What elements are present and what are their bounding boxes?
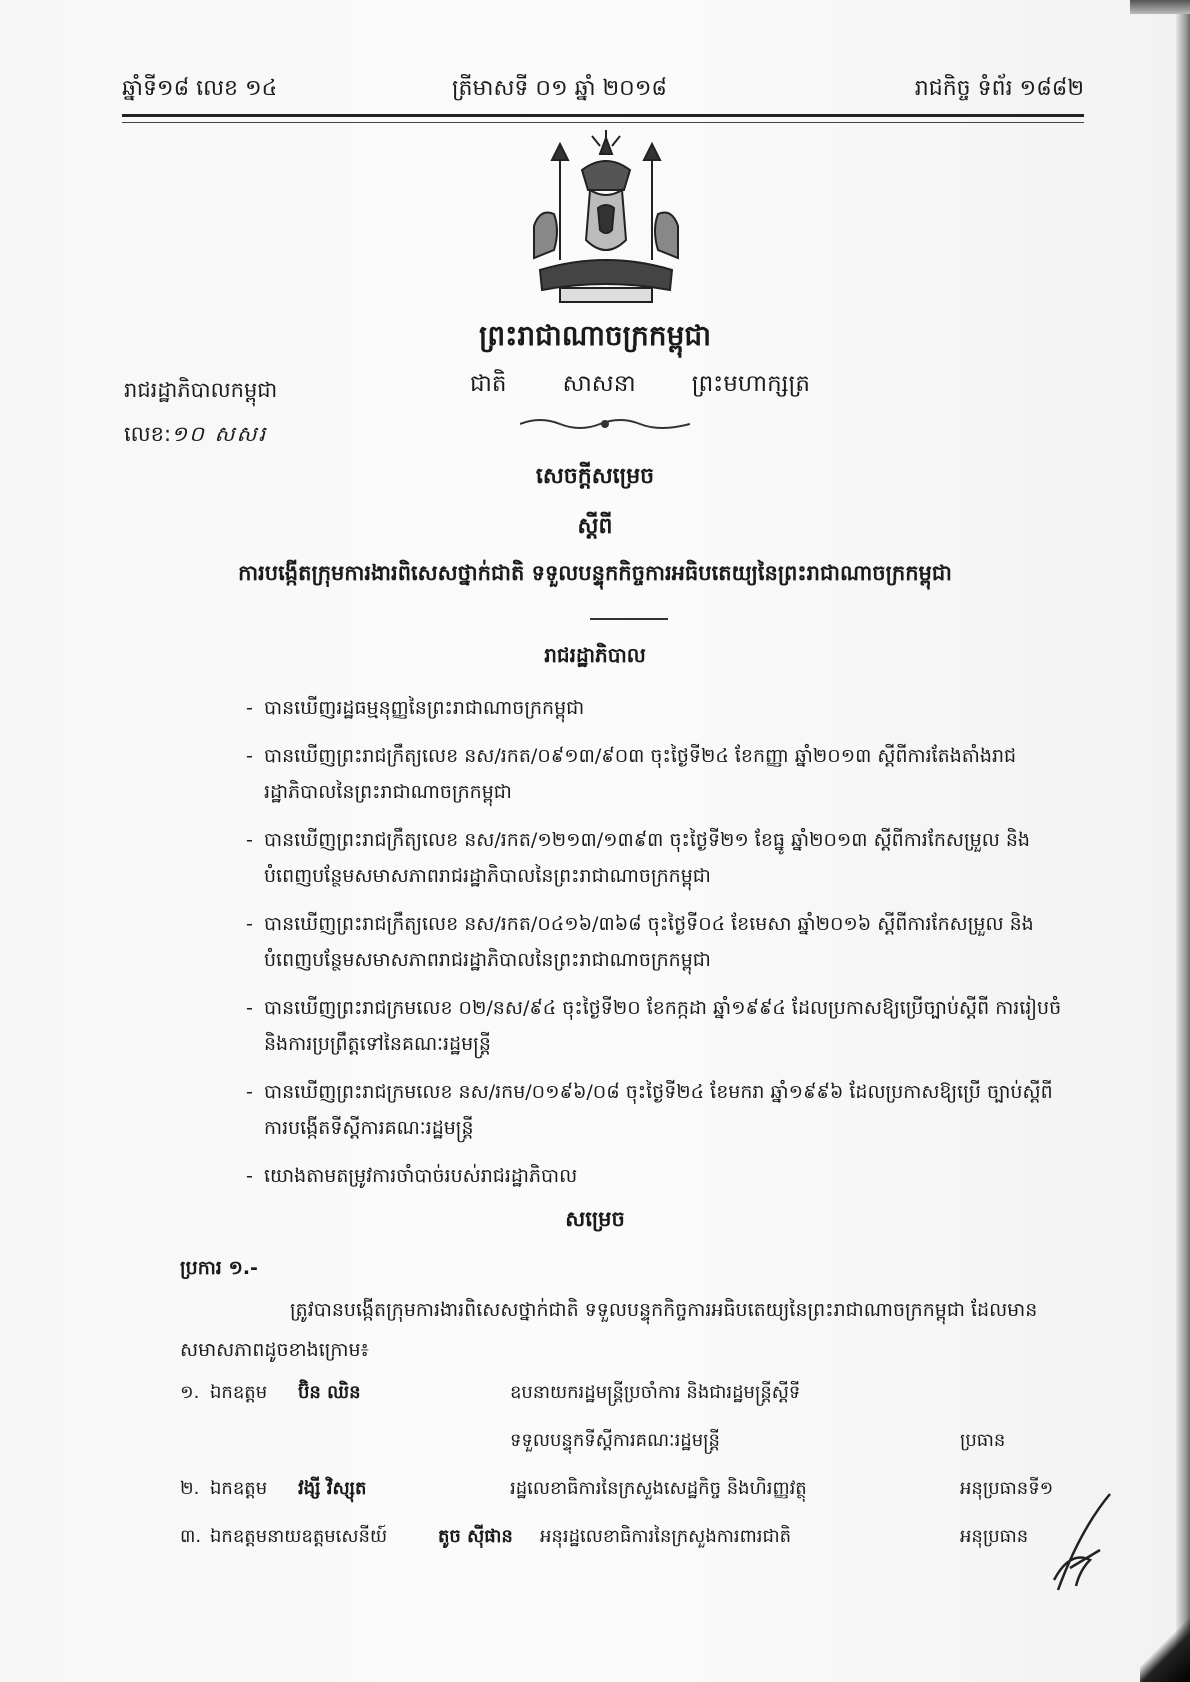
scan-corner-shadow — [1140, 1612, 1190, 1682]
member-position: ឧបនាយករដ្ឋមន្ត្រីប្រចាំការ និងជារដ្ឋមន្ត្រីស្តីទី — [510, 1382, 801, 1403]
member-name: តូច ស៊ីផាន — [438, 1526, 513, 1547]
list-item: - បានឃើញព្រះរាជក្រមលេខ នស/រកម/០១៩៦/០៨ ចុះថ្ងៃទី២៤ ខែមករា ឆ្នាំ១៩៩៦ ដែលប្រកាសឱ្យប្រើ ច្បាប់ស្តីពីការបង្កើតទីស្តីការគណៈរដ្ឋមន្ត្រី — [246, 1081, 1053, 1139]
list-item: - បានឃើញព្រះរាជក្រឹត្យលេខ នស/រកត/០៩១៣/៩០៣ ចុះថ្ងៃទី២៤ ខែកញ្ញា ឆ្នាំ២០១៣ ស្តីពីការតែងតាំងរាជរដ្ឋាភិបាលនៃព្រះរាជាណាចក្រកម្ពុជា — [246, 745, 1017, 803]
motto-religion: សាសនា — [562, 371, 636, 397]
table-row — [180, 1372, 1080, 1420]
table-row — [180, 1420, 1080, 1468]
member-number: ៣. — [180, 1526, 202, 1547]
member-number: ២. — [180, 1478, 200, 1499]
article-1-label: ប្រការ ១.- — [180, 1257, 258, 1279]
table-row — [180, 1468, 1080, 1516]
list-item: - បានឃើញរដ្ឋធម្មនុញ្ញនៃព្រះរាជាណាចក្រកម្ពុជា — [246, 697, 585, 719]
member-role: អនុប្រធាន — [960, 1526, 1029, 1547]
member-name: ប៊ិន ឈិន — [298, 1382, 361, 1403]
member-name: វង្សី វិស្សុត — [298, 1478, 367, 1499]
member-number: ១. — [180, 1382, 200, 1403]
member-title: ឯកឧត្តម — [210, 1382, 268, 1403]
decision-heading: សម្រេច — [565, 1206, 625, 1231]
header-rule — [122, 114, 1084, 123]
kingdom-name: ព្រះរាជាណាចក្រកម្ពុជា — [478, 319, 711, 352]
member-title: ឯកឧត្តមនាយឧត្តមសេនីយ៍ — [210, 1526, 388, 1547]
document-number — [124, 412, 277, 456]
member-title: ឯកឧត្តម — [210, 1478, 268, 1499]
national-motto — [470, 370, 810, 403]
members-list — [180, 1372, 1080, 1564]
article-1-text: ត្រូវបានបង្កើតក្រុមការងារពិសេសថ្នាក់ជាតិ ទទួលបន្ទុកកិច្ចការអធិបតេយ្យនៃព្រះរាជាណាចក្រកម្ពុជា ដែលមានសមាសភាពដូចខាងក្រោម៖ — [180, 1299, 1038, 1361]
number-value: ១០ សសរ — [171, 422, 268, 446]
document-subject: ការបង្កើតក្រុមការងារពិសេសថ្នាក់ជាតិ ទទួលបន្ទុកកិច្ចការអធិបតេយ្យនៃព្រះរាជាណាចក្រកម្ពុជា — [238, 560, 952, 585]
subject-label: ស្តីពី — [577, 513, 613, 539]
ornament-divider-icon — [520, 414, 690, 434]
member-position: អនុរដ្ឋលេខាធិការនៃក្រសួងការពារជាតិ — [540, 1526, 792, 1547]
document-title: សេចក្តីសម្រេច — [535, 463, 655, 489]
gazette-header — [122, 66, 1084, 110]
gazette-year-issue: ឆ្នាំទី១៨ លេខ ១៤ — [122, 76, 278, 101]
number-label: លេខ: — [124, 422, 172, 446]
list-item: - បានឃើញព្រះរាជក្រឹត្យលេខ នស/រកត/០៤១៦/៣៦៨ ចុះថ្ងៃទី០៤ ខែមេសា ឆ្នាំ២០១៦ ស្តីពីការកែសម្រួល និងបំពេញបន្ថែមសមាសភាពរាជរដ្ឋាភិបាលនៃព្រះរាជាណាចក្រកម្ពុជា — [246, 913, 1034, 971]
scan-edge — [1176, 0, 1190, 1682]
motto-king: ព្រះមហាក្សត្រ — [691, 371, 810, 397]
motto-nation: ជាតិ — [470, 371, 507, 397]
member-position: រដ្ឋលេខាធិការនៃក្រសួងសេដ្ឋកិច្ច និងហិរញ្ញវត្ថុ — [510, 1478, 807, 1499]
gazette-page: រាជកិច្ច ទំព័រ ១៨៨២ — [914, 76, 1084, 101]
government-name: រាជរដ្ឋាភិបាលកម្ពុជា — [124, 378, 278, 402]
issuing-authority — [124, 368, 277, 456]
list-item: - បានឃើញព្រះរាជក្រឹត្យលេខ នស/រកត/១២១៣/១៣៩៣ ចុះថ្ងៃទី២១ ខែធ្នូ ឆ្នាំ២០១៣ ស្តីពីការកែសម្រួល និងបំពេញបន្ថែមសមាសភាពរាជរដ្ឋាភិបាលនៃព្រះរាជាណាចក្រកម្ពុជា — [246, 829, 1030, 887]
gazette-quarter: ត្រីមាសទី ០១ ឆ្នាំ ២០១៨ — [452, 76, 667, 101]
member-role: អនុប្រធានទី១ — [960, 1478, 1054, 1499]
considerations-list — [246, 690, 1076, 1206]
scan-edge-top — [1130, 0, 1190, 14]
title-divider — [590, 618, 668, 620]
member-position: ទទួលបន្ទុកទីស្តីការគណៈរដ្ឋមន្ត្រី — [510, 1430, 720, 1451]
initial-signature-icon — [1040, 1490, 1120, 1600]
royal-coat-of-arms-icon — [520, 130, 692, 308]
list-item: - បានឃើញព្រះរាជក្រមលេខ ០២/នស/៩៤ ចុះថ្ងៃទី២០ ខែកក្កដា ឆ្នាំ១៩៩៤ ដែលប្រកាសឱ្យប្រើច្បាប់ស្តីពី ការរៀបចំ និងការប្រព្រឹត្តទៅនៃគណៈរដ្ឋមន្ត្រី — [246, 997, 1062, 1055]
list-item: - យោងតាមតម្រូវការចាំបាច់របស់រាជរដ្ឋាភិបាល — [246, 1165, 578, 1187]
table-row — [180, 1516, 1080, 1564]
member-role: ប្រធាន — [960, 1430, 1006, 1451]
issuer-heading: រាជរដ្ឋាភិបាល — [544, 643, 646, 667]
